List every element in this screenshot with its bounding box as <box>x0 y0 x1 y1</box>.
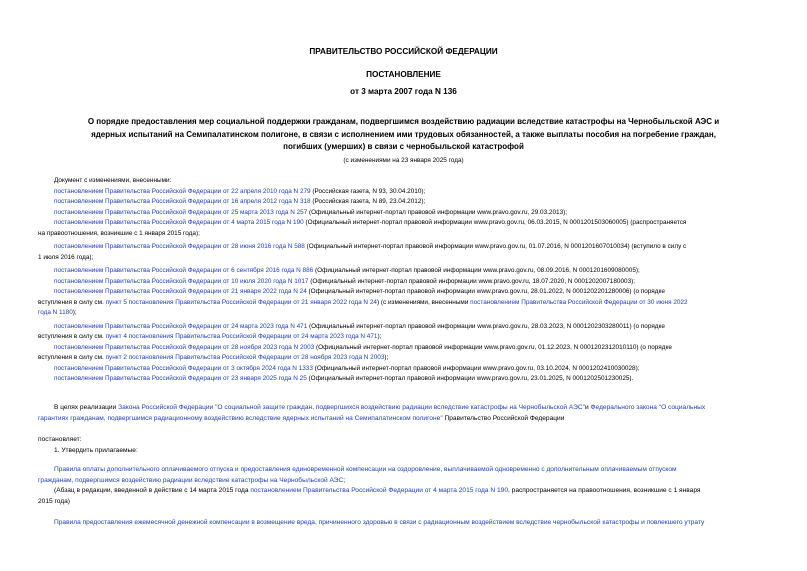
continuation-text: ); <box>72 309 77 316</box>
change-link[interactable]: постановлением Правительства Российской Федерации от 24 марта 2023 года N 471 <box>54 322 308 330</box>
government-name: ПРАВИТЕЛЬСТВО РОССИЙСКОЙ ФЕДЕРАЦИИ <box>309 47 498 56</box>
change-link[interactable]: постановлением Правительства Российской Федерации от 23 января 2025 года N 25 <box>54 375 307 382</box>
change-item <box>38 364 773 375</box>
continuation-text: вступления в силу см. <box>38 333 106 340</box>
document-date-number: от 3 марта 2007 года N 136 <box>350 87 457 96</box>
change-link[interactable]: постановлением Правительства Российской Федерации от 3 октября 2024 года N 1333 <box>54 364 313 372</box>
change-link[interactable]: постановлением Правительства Российской Федерации от 25 марта 2013 года N 257 <box>54 208 308 216</box>
change-link[interactable]: постановлением Правительства Российской Федерации от 28 ноября 2023 года N 2003 <box>54 343 315 351</box>
continuation-text: ) (с изменениями, внесенными <box>376 298 471 306</box>
continuation-text: вступления в силу см. <box>38 354 106 361</box>
change-item <box>38 343 773 354</box>
continuation-text: ); <box>377 333 382 340</box>
change-source: (Официальный интернет-портал правовой информации www.pravo.gov.ru, 01.12.2023, N 0001202312010110) (о порядке <box>314 343 672 351</box>
change-item <box>38 374 773 385</box>
change-link[interactable]: пункт 4 постановления Правительства Российской Федерации от 24 марта 2023 года N 471 <box>105 333 378 340</box>
change-link[interactable]: пункт 2 постановления Правительства Российской Федерации от 28 ноября 2023 года N 2003 <box>105 354 385 361</box>
change-item <box>38 187 773 198</box>
change-item-continuation <box>38 298 773 309</box>
body-text: (Абзац в редакции, введенной в действие с 14 марта 2015 года <box>54 487 251 494</box>
change-source: (Российская газета, N 93, 30.04.2010); <box>310 187 426 195</box>
change-source: (Официальный интернет-портал правовой информации www.pravo.gov.ru, 01.07.2016, N 0001201607010034) (вступило в силу с <box>304 243 687 250</box>
amendment-paragraph-continuation: 2015 года) <box>38 497 70 505</box>
rules-item-continuation <box>38 476 773 487</box>
change-link[interactable]: постановлением Правительства Российской Федерации от 21 января 2022 года N 24 <box>54 288 307 295</box>
change-item <box>38 197 773 208</box>
change-link[interactable]: постановлением Правительства Российской Федерации от 16 апреля 2012 года N 318 <box>54 198 311 205</box>
document-body <box>38 403 773 529</box>
change-item <box>38 218 773 229</box>
change-source: (Официальный интернет-портал правовой информации www.pravo.gov.ru, 23.01.2025, N 0001202501230025). <box>306 375 634 382</box>
change-source: (Официальный интернет-портал правовой информации www.pravo.gov.ru, 08.09.2016, N 0001201609080005); <box>313 267 640 274</box>
change-item <box>38 287 773 298</box>
rules-link[interactable]: гражданам, подвергшимся воздействию радиации вследствие катастрофы на Чернобыльской АЭС <box>38 476 344 484</box>
change-item-continuation <box>38 308 773 319</box>
change-link[interactable]: года N 1180 <box>38 309 73 316</box>
change-item <box>38 266 773 277</box>
rules-item <box>38 518 773 529</box>
change-item <box>38 242 773 253</box>
body-paragraph-continuation <box>38 414 773 425</box>
change-link[interactable]: постановлением Правительства Российской Федерации от 6 сентября 2016 года N 886 <box>54 267 314 274</box>
law-link[interactable]: Закона Российской Федерации "О социальной защите граждан, подвергшихся воздействию радиации вследствие катастрофы на Чернобыльской АЭС" <box>118 404 586 411</box>
change-item-continuation: 1 июля 2016 года); <box>38 253 94 261</box>
title-line-1: О порядке предоставления мер социальной поддержки гражданам, подвергшимся воздействию радиации вследствие катастрофы на Чернобыльской АЭС и <box>87 117 720 126</box>
amendment-paragraph <box>38 486 773 497</box>
change-item-continuation: на правоотношения, возникшие с 1 января 2015 года); <box>38 229 200 237</box>
clause-1: 1. Утвердить прилагаемые: <box>54 446 138 454</box>
change-link[interactable]: постановлением Правительства Российской Федерации от 22 апреля 2010 года N 279 <box>54 187 311 195</box>
change-item-continuation <box>38 353 773 364</box>
amendment-link[interactable]: постановлением Правительства Российской Федерации от 4 марта 2015 года N 190 <box>250 487 508 494</box>
change-link[interactable]: постановлением Правительства Российской Федерации от 10 июля 2020 года N 1017 <box>54 277 309 285</box>
change-item-continuation <box>38 332 773 343</box>
change-link[interactable]: постановлением Правительства Российской Федерации от 28 июня 2016 года N 588 <box>54 243 305 250</box>
body-text: ; <box>343 476 346 484</box>
changes-intro: Документ с изменениями, внесенными: <box>54 177 172 184</box>
title-line-2: ядерных испытаний на Семипалатинском полигоне, в связи с исполнением ими трудовых обязанностей, а также выплаты пособия на погребение граждан, <box>91 129 716 139</box>
rules-item <box>38 465 773 476</box>
change-source: (Официальный интернет-портал правовой информации www.pravo.gov.ru, 06.03.2015, N 0001201503060005) (распространяется <box>303 219 687 226</box>
rules-link[interactable]: Правила оплаты дополнительного оплачиваемого отпуска и предоставления единовременной компенсации на оздоровление, выплачиваемой одновременно с дополнительным оплачиваемым отпуском <box>54 466 677 473</box>
change-source: (Официальный интернет-портал правовой информации www.pravo.gov.ru, 29.03.2013); <box>307 208 568 216</box>
change-source: (Официальный интернет-портал правовой информации www.pravo.gov.ru, 18.07.2020, N 0001202007180003); <box>308 277 636 285</box>
change-source: (Российская газета, N 89, 23.04.2012); <box>310 198 426 205</box>
continuation-text: вступления в силу см. <box>38 298 106 306</box>
change-link[interactable]: постановлением Правительства Российской Федерации от 4 марта 2015 года N 190 <box>54 219 304 226</box>
document-type: ПОСТАНОВЛЕНИЕ <box>366 70 441 79</box>
body-text: В целях реализации <box>54 404 119 411</box>
body-text: и <box>585 404 591 411</box>
rules-link[interactable]: Правила предоставления ежемесячной денежной компенсации в возмещение вреда, причиненного здоровью в связи с радиационным воздействием вследствие чернобыльской катастрофы и повлекшего утрату <box>54 519 705 526</box>
amendment-note: (с изменениями на 23 января 2025 года) <box>343 157 464 164</box>
change-source: (Официальный интернет-портал правовой информации www.pravo.gov.ru, 28.01.2022, N 0001202201280006) (о порядке <box>306 288 665 295</box>
change-item <box>38 322 773 333</box>
change-source: (Официальный интернет-портал правовой информации www.pravo.gov.ru, 28.03.2023, N 0001202303280011) (о порядке <box>307 322 665 330</box>
change-link[interactable]: постановлением Правительства Российской Федерации от 30 июня 2022 <box>470 298 688 306</box>
body-paragraph <box>38 403 773 414</box>
title-line-3: погибших (умерших) в связи с чернобыльской катастрофой <box>283 142 524 151</box>
changes-list <box>38 176 773 385</box>
change-link[interactable]: пункт 5 постановления Правительства Российской Федерации от 21 января 2022 года N 24 <box>105 298 377 306</box>
body-text: Правительство Российской Федерации <box>442 414 565 422</box>
law-link[interactable]: Федерального закона "О социальных <box>590 404 706 411</box>
resolution-word: постановляет: <box>38 436 82 443</box>
change-item <box>38 277 773 288</box>
law-link[interactable]: гарантиях гражданам, подвергшимся радиационному воздействию вследствие ядерных испытаний на Семипалатинском полигоне" <box>38 414 443 422</box>
document-title <box>20 116 787 154</box>
change-item <box>38 208 773 219</box>
body-text: , распространяется на правоотношения, возникшие с 1 января <box>508 487 701 494</box>
change-source: (Официальный интернет-портал правовой информации www.pravo.gov.ru, 03.10.2024, N 0001202410030028); <box>312 364 640 372</box>
continuation-text: ); <box>384 354 389 361</box>
